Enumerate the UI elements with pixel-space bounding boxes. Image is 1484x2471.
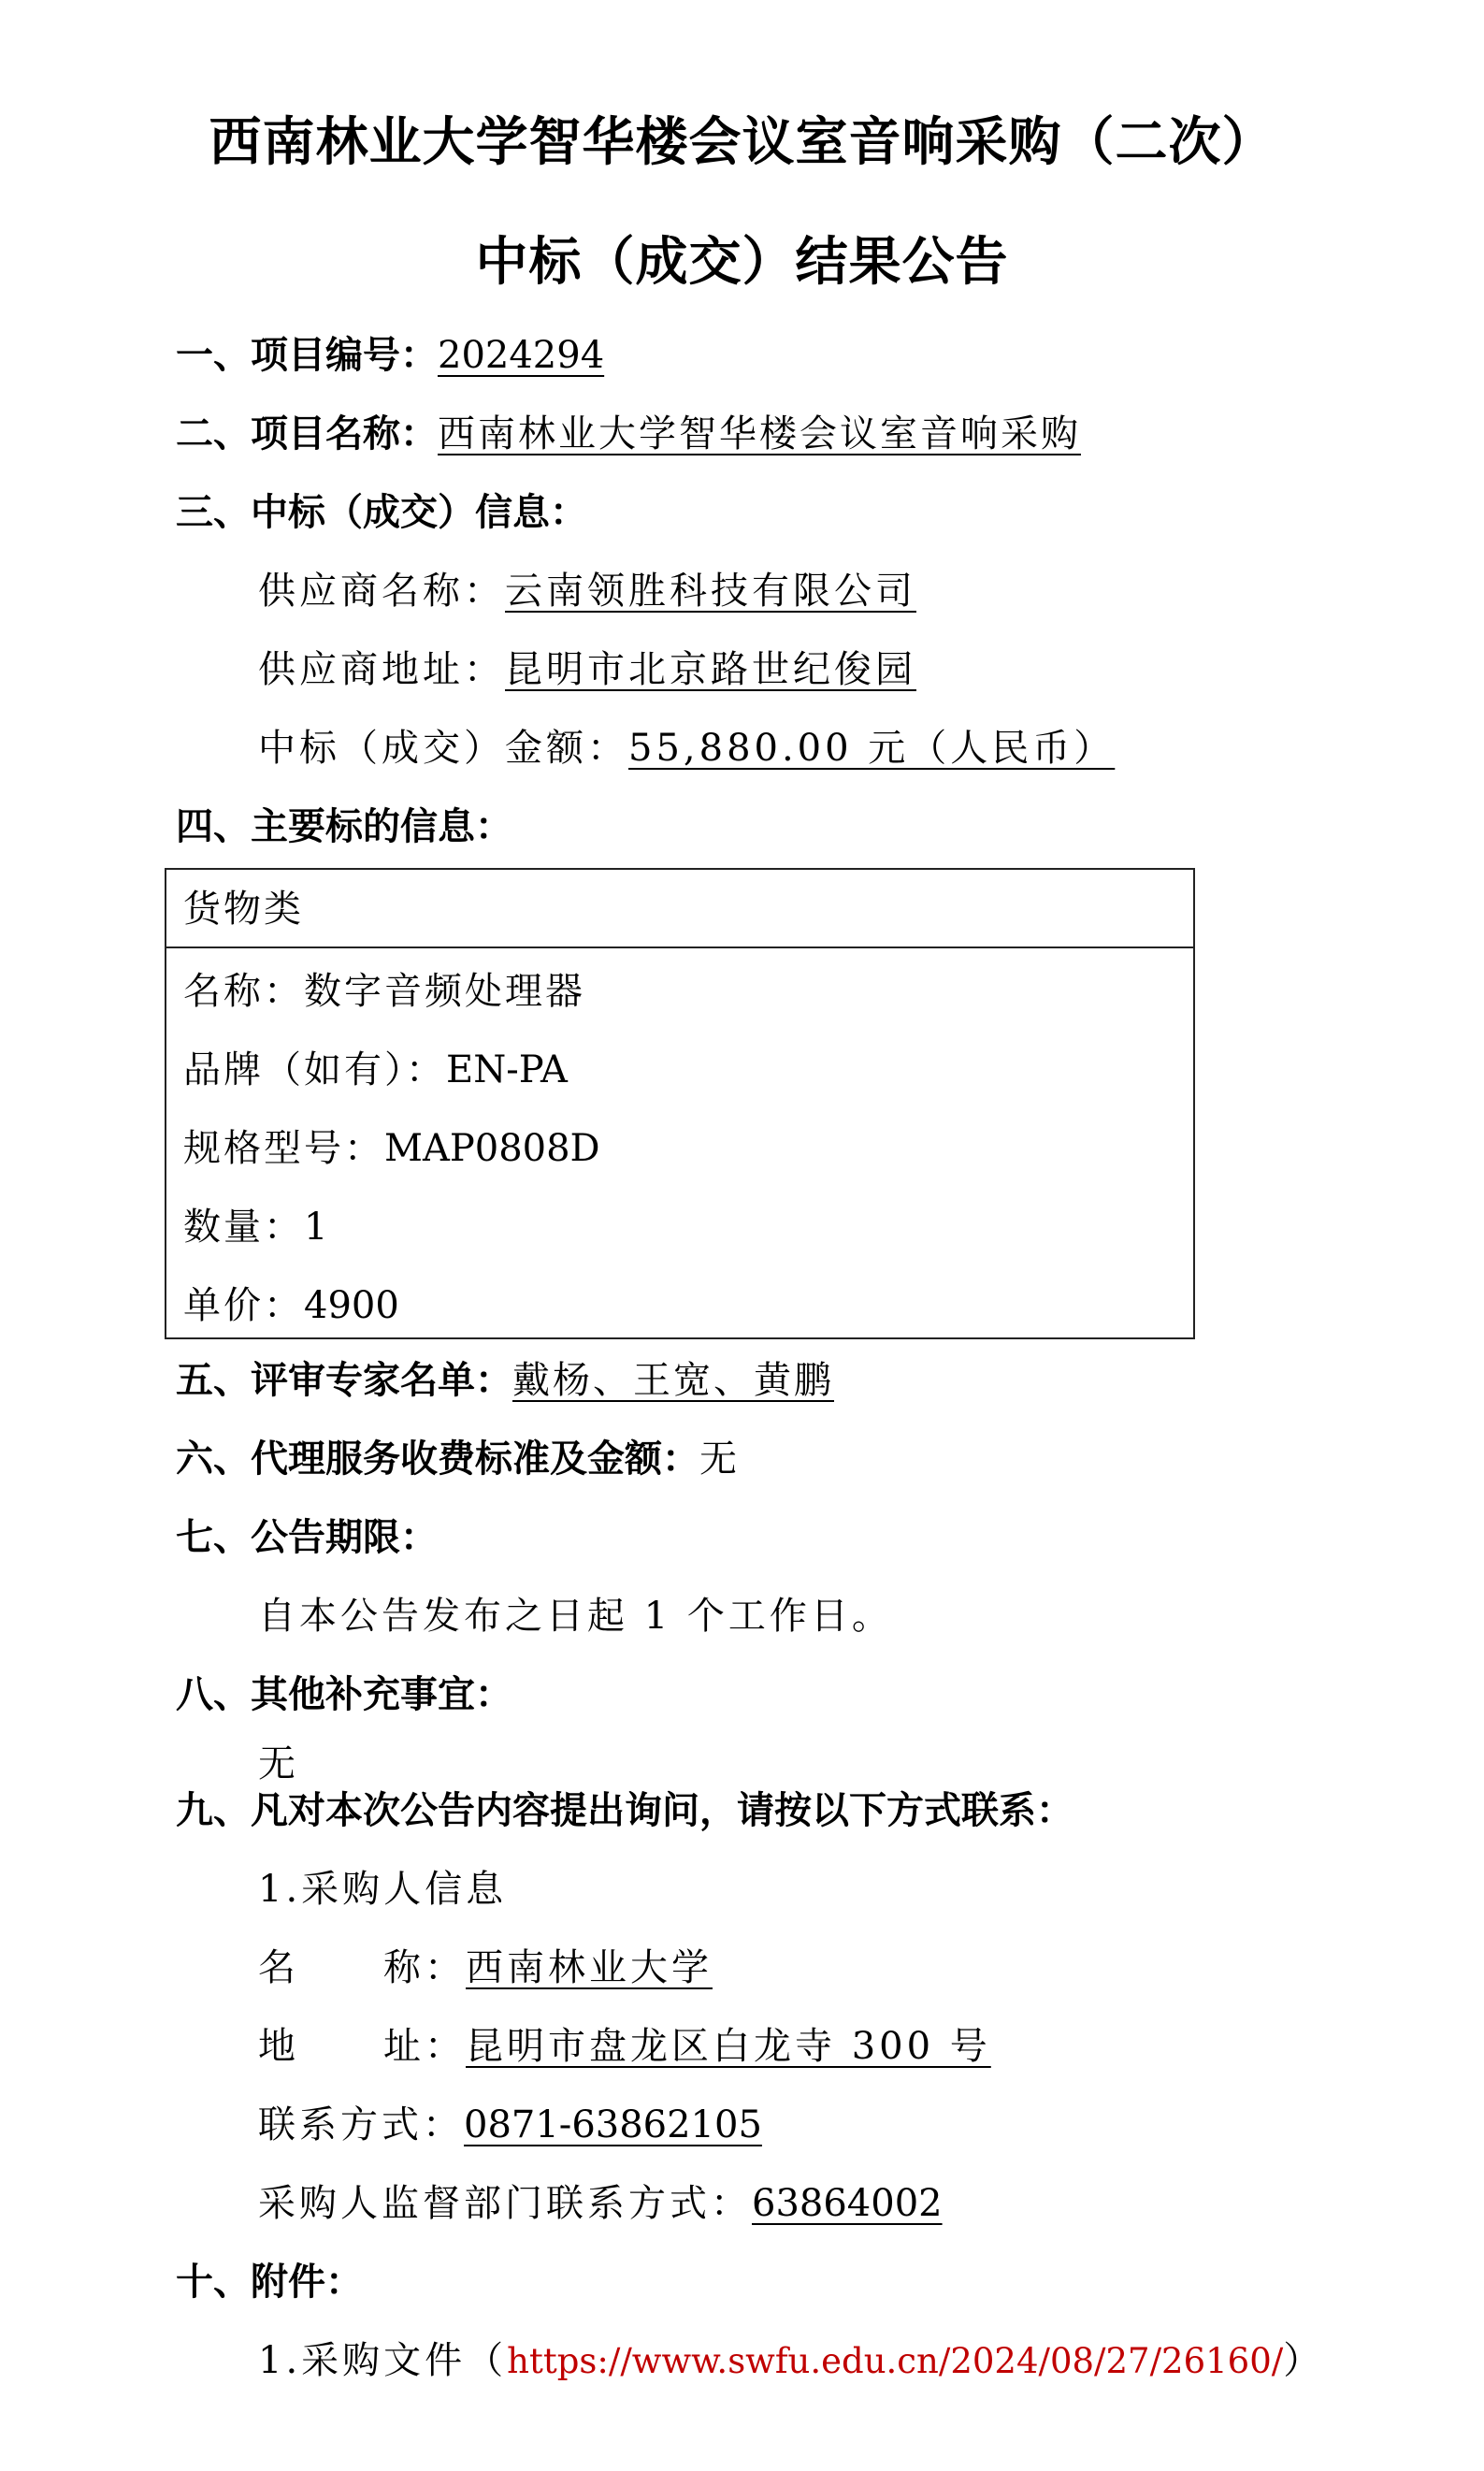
subject-quantity-label: 数量： — [183, 1206, 304, 1249]
purchaser-address-value: 昆明市盘龙区白龙寺 300 号 — [466, 2025, 991, 2068]
section-attachments-heading: 十、附件： — [176, 2261, 363, 2304]
section-contact-heading: 九、凡对本次公告内容提出询问，请按以下方式联系： — [176, 1789, 1073, 1832]
project-number-label: 一、项目编号： — [176, 334, 438, 377]
supplier-name-row — [258, 569, 916, 614]
notice-period-value: 自本公告发布之日起 1 个工作日。 — [258, 1595, 893, 1638]
experts-value: 戴杨、王宽、黄鹏 — [512, 1359, 834, 1402]
attachment-link[interactable]: https://www.swfu.edu.cn/2024/08/27/26160/ — [507, 2341, 1284, 2381]
supplier-name-label: 供应商名称： — [258, 570, 505, 613]
purchaser-contact-row — [258, 2103, 762, 2147]
subject-price-value: 4900 — [304, 1284, 399, 1327]
subject-brand-label: 品牌（如有）： — [183, 1048, 446, 1091]
award-amount-row — [258, 726, 1115, 771]
supplier-address-value: 昆明市北京路世纪俊园 — [505, 648, 916, 691]
attachment-label: 1.采购文件（ — [258, 2339, 508, 2382]
purchaser-name-label-b: 称： — [383, 1946, 466, 1989]
project-name-label: 二、项目名称： — [176, 412, 438, 455]
purchaser-name-row — [258, 1945, 713, 1990]
subject-name-label: 名称： — [183, 970, 304, 1013]
subject-model-label: 规格型号： — [183, 1127, 384, 1170]
agency-fee-label: 六、代理服务收费标准及金额： — [176, 1438, 699, 1481]
subject-category: 货物类 — [166, 870, 1193, 948]
subject-quantity-row — [183, 1205, 330, 1250]
supervisor-contact-row — [258, 2181, 943, 2226]
attachment-row — [258, 2338, 1324, 2384]
subject-name-row — [183, 969, 585, 1014]
section-other-matters-heading: 八、其他补充事宜： — [176, 1673, 512, 1716]
other-matters-value: 无 — [258, 1742, 299, 1785]
title-line-1: 西南林业大学智华楼会议室音响采购（二次） — [209, 112, 1275, 173]
award-amount-value: 55,880.00 元（人民币） — [628, 727, 1116, 770]
section-notice-period-heading: 七、公告期限： — [176, 1516, 438, 1559]
subject-quantity-value: 1 — [304, 1206, 331, 1249]
experts-label: 五、评审专家名单： — [176, 1359, 512, 1402]
subject-name-value: 数字音频处理器 — [304, 970, 585, 1013]
section-agency-fee — [176, 1437, 737, 1481]
purchaser-address-row — [258, 2024, 991, 2069]
supplier-address-row — [258, 647, 916, 692]
title-line-2: 中标（成交）结果公告 — [475, 232, 1009, 293]
subject-model-value: MAP0808D — [384, 1127, 600, 1170]
supplier-name-value: 云南领胜科技有限公司 — [505, 570, 916, 613]
purchaser-info-label: 1.采购人信息 — [258, 1868, 508, 1911]
section-project-number — [176, 333, 604, 378]
supervisor-contact-value: 63864002 — [752, 2182, 943, 2225]
section-project-name — [176, 412, 1081, 456]
award-amount-label: 中标（成交）金额： — [258, 727, 628, 770]
section-experts — [176, 1358, 834, 1403]
supplier-address-label: 供应商地址： — [258, 648, 505, 691]
subject-brand-row — [183, 1048, 568, 1092]
subject-brand-value: EN-PA — [446, 1048, 568, 1091]
agency-fee-value: 无 — [699, 1438, 737, 1481]
section-subject-info-heading: 四、主要标的信息： — [176, 805, 512, 848]
purchaser-name-label-a: 名 — [258, 1946, 299, 1989]
section-award-info-heading: 三、中标（成交）信息： — [176, 491, 587, 534]
project-name-value: 西南林业大学智华楼会议室音响采购 — [438, 412, 1081, 455]
subject-info-table — [165, 868, 1195, 1339]
purchaser-address-label-a: 地 — [258, 2025, 299, 2068]
project-number-value: 2024294 — [438, 334, 605, 377]
purchaser-contact-value: 0871-63862105 — [464, 2103, 762, 2146]
purchaser-contact-label: 联系方式： — [258, 2103, 464, 2146]
attachment-close: ） — [1283, 2339, 1325, 2382]
purchaser-name-value: 西南林业大学 — [466, 1946, 713, 1989]
purchaser-address-label-b: 址： — [383, 2025, 466, 2068]
subject-price-label: 单价： — [183, 1284, 304, 1327]
subject-price-row — [183, 1283, 399, 1328]
supervisor-contact-label: 采购人监督部门联系方式： — [258, 2182, 752, 2225]
subject-model-row — [183, 1126, 600, 1171]
